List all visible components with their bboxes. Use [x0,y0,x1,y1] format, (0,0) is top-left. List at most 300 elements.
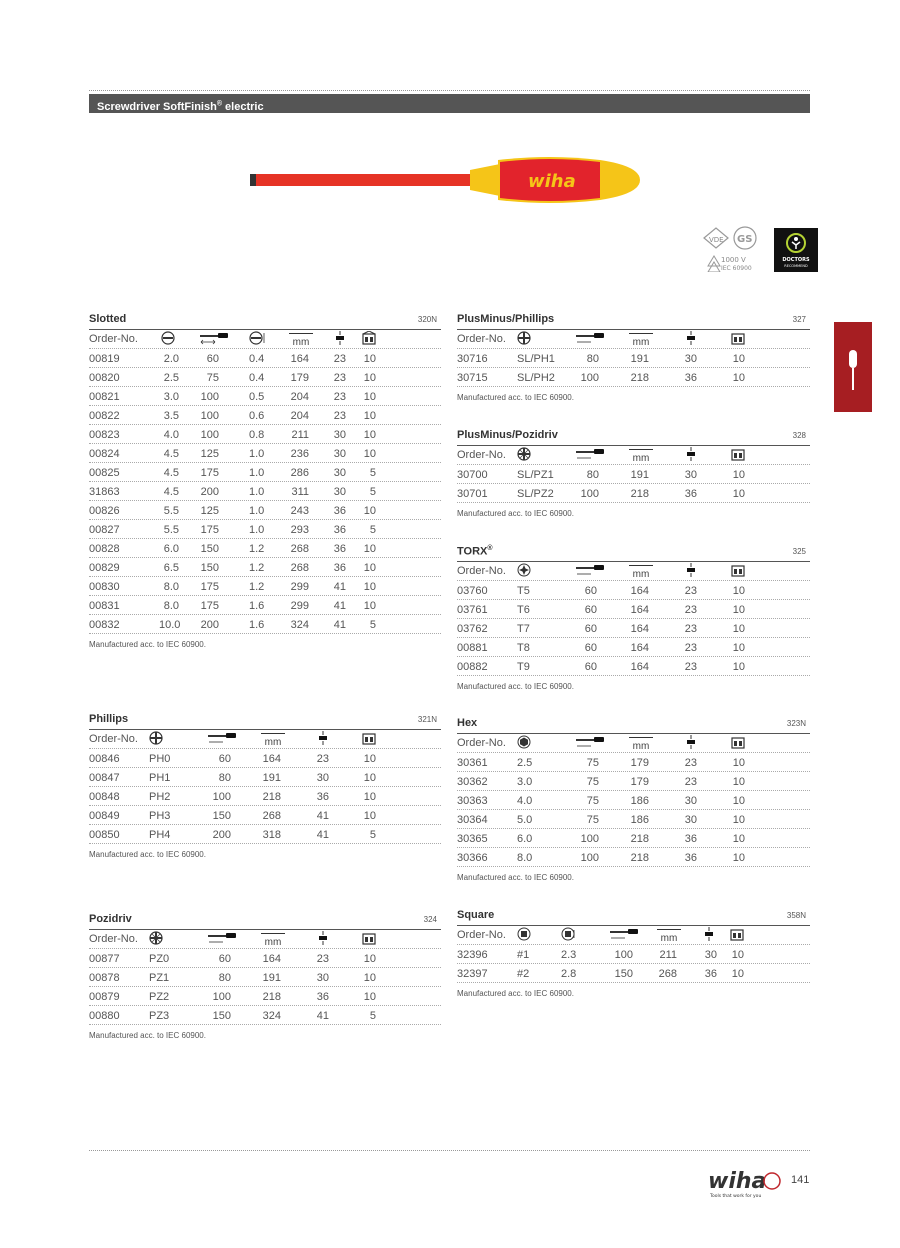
cell: 36 [684,488,697,500]
cell: 10 [732,623,745,635]
overall-length-icon: mm [289,331,313,348]
cell: 10 [363,753,376,765]
cell: 23 [316,753,329,765]
slotted-tip-icon [161,331,175,345]
cell: PZ2 [149,991,170,1003]
cell: 175 [200,467,219,479]
cell: 243 [290,505,309,517]
cell: 8.0 [517,852,533,864]
table-row [89,577,441,596]
package-quantity-icon [731,563,745,577]
cell: 100 [212,991,231,1003]
cell: 218 [630,852,649,864]
order-number: 30363 [457,795,488,807]
cell: 191 [630,353,649,365]
order-number: 00829 [89,562,120,574]
cell: 23 [684,757,697,769]
cell: 211 [659,949,677,961]
cell: T8 [517,642,530,654]
cell: 30 [704,949,717,961]
table-header: Order-No. mm [457,926,810,945]
cell: 3.0 [517,776,533,788]
cell: #1 [517,949,530,961]
cell: 10 [732,757,745,769]
overall-length-icon: mm [629,735,653,752]
order-number: 30700 [457,469,488,481]
header-title: Screwdriver SoftFinish® electric [97,100,264,113]
phillips-tip-icon [149,731,163,745]
cell: #2 [517,968,530,980]
cell: 164 [630,623,649,635]
cell: 2.3 [561,949,577,961]
screwdriver-icon [846,344,860,394]
cell: 293 [290,524,309,536]
cell: 10 [732,852,745,864]
cell: 75 [586,795,599,807]
svg-text:VDE: VDE [709,236,724,244]
cell: 6.5 [163,562,179,574]
blade-length-icon [575,563,605,577]
cell: 4.5 [163,448,179,460]
cell: T6 [517,604,530,616]
cell: 41 [333,600,346,612]
wiha-logo [706,1168,786,1200]
table-row [89,615,441,634]
table-row [89,949,441,968]
order-number: 03762 [457,623,488,635]
cell: 1.0 [249,448,265,460]
cell: 204 [290,410,309,422]
cell: PH0 [149,753,171,765]
cell: 30 [684,795,697,807]
cell: SL/PZ1 [517,469,554,481]
cell: 4.0 [163,429,179,441]
cell: 5 [369,1010,376,1022]
cell: 10 [732,661,745,673]
pozidriv-tip-icon [149,931,163,945]
bottom-divider [89,1150,810,1151]
order-number: 30362 [457,776,488,788]
cell: 10 [363,991,376,1003]
cell: 164 [630,604,649,616]
order-number: 00830 [89,581,120,593]
hex-tip-icon [517,735,531,749]
cell: 75 [206,372,219,384]
table-row [89,1006,441,1025]
cell: 8.0 [163,600,179,612]
section-title: Square [457,909,495,921]
cell: 36 [684,852,697,864]
handle-diameter-icon [317,931,329,945]
square-tip-icon [517,927,531,941]
cell: 5 [369,619,376,631]
cell: 30 [333,486,346,498]
order-number: 00832 [89,619,120,631]
cell: 1.2 [249,581,265,593]
section-code: 321N [417,715,437,724]
blade-length-icon [207,931,237,945]
table-header: Order-No. mm [457,562,810,581]
svg-text:IEC 60900: IEC 60900 [721,265,752,272]
cell: PZ3 [149,1010,170,1022]
cell: 8.0 [163,581,179,593]
cell: 2.5 [517,757,533,769]
cell: 4.0 [517,795,533,807]
cell: 41 [316,810,329,822]
cell: 10 [363,372,376,384]
cell: 0.8 [249,429,265,441]
cell: 60 [584,642,597,654]
cell: 5.5 [163,505,179,517]
order-number: 00831 [89,600,120,612]
cell: 125 [200,448,219,460]
table-row [457,657,810,676]
cell: 179 [630,776,649,788]
cell: 10 [732,488,745,500]
table-row [89,444,441,463]
table-row [89,768,441,787]
cell: 30 [316,772,329,784]
section-slotted [89,311,441,649]
order-number: 00825 [89,467,120,479]
cell: 5.5 [163,524,179,536]
cell: 311 [291,486,309,498]
cell: 100 [200,429,219,441]
cell: 150 [200,543,219,555]
table-header: Order-No. mm [89,930,441,949]
package-quantity-icon [731,331,745,345]
cell: 80 [218,972,231,984]
table-row [457,600,810,619]
cell: 5 [369,829,376,841]
table-header: Order-No. mm [457,734,810,753]
table-row [89,558,441,577]
svg-text:Tools that work for you: Tools that work for you [710,1194,762,1199]
order-number: 00878 [89,972,120,984]
order-number: 00879 [89,991,120,1003]
cell: 191 [630,469,649,481]
table-row [89,349,441,368]
cell: 175 [200,524,219,536]
cell: 200 [212,829,231,841]
cell: 218 [262,791,281,803]
cell: 41 [316,829,329,841]
cell: 10 [731,949,744,961]
cell: 36 [333,505,346,517]
blade-thickness-icon [249,331,265,345]
cell: 6.0 [517,833,533,845]
cell: 1.6 [249,619,265,631]
cell: SL/PH1 [517,353,555,365]
cell: 23 [684,776,697,788]
note: Manufactured acc. to IEC 60900. [457,989,574,998]
package-quantity-icon [362,931,376,945]
cell: 0.4 [249,353,265,365]
note: Manufactured acc. to IEC 60900. [89,850,206,859]
cell: 150 [212,1010,231,1022]
svg-text:wiha: wiha [528,171,576,192]
order-number: 00826 [89,505,120,517]
cell: 204 [290,391,309,403]
package-quantity-icon [730,927,744,941]
cell: 60 [584,661,597,673]
cell: 41 [333,581,346,593]
cell: 30 [333,448,346,460]
cell: 23 [333,353,346,365]
section-code: 358N [786,911,806,920]
cell: 36 [684,372,697,384]
cell: 1.0 [249,505,265,517]
order-number: 30715 [457,372,488,384]
section-title: TORX® [457,545,493,558]
cell: 150 [200,562,219,574]
section-code: 325 [792,547,806,556]
table-row [457,791,810,810]
table-row [89,387,441,406]
table-row [457,848,810,867]
cell: 299 [290,600,309,612]
cell: 2.5 [163,372,179,384]
order-number: 32396 [457,949,488,961]
table-row [89,520,441,539]
cell: 80 [218,772,231,784]
section-header-bar [89,94,810,113]
cell: 75 [586,776,599,788]
table-row [457,368,810,387]
table-row [457,619,810,638]
table-header: Order-No. mm [457,446,810,465]
cell: 1.2 [249,543,265,555]
table-row [89,539,441,558]
table-row [457,753,810,772]
blade-length-icon [199,331,229,345]
torx-tip-icon [517,563,531,577]
cell: 1.2 [249,562,265,574]
handle-diameter-icon [685,331,697,345]
package-quantity-icon [362,331,376,345]
cell: 23 [333,391,346,403]
table-row [89,463,441,482]
order-number: 03760 [457,585,488,597]
cell: 186 [630,814,649,826]
order-number: 30716 [457,353,488,365]
cell: 10 [363,410,376,422]
cell: 268 [262,810,281,822]
cell: 2.8 [561,968,577,980]
cell: SL/PH2 [517,372,555,384]
cell: 60 [218,753,231,765]
handle-diameter-icon [703,927,715,941]
cell: 164 [262,953,281,965]
overall-length-icon: mm [629,447,653,464]
cell: 324 [290,619,309,631]
cell: 10 [363,448,376,460]
cell: 4.5 [163,486,179,498]
cell: PH1 [149,772,171,784]
section-phillips [89,711,441,859]
package-quantity-icon [362,731,376,745]
cell: 23 [684,642,697,654]
cell: 125 [200,505,219,517]
table-row [89,368,441,387]
cell: 36 [333,562,346,574]
note: Manufactured acc. to IEC 60900. [457,873,574,882]
order-number: 00880 [89,1010,120,1022]
cell: 100 [200,391,219,403]
cell: 164 [630,642,649,654]
cell: 75 [586,757,599,769]
section-code: 324 [423,915,437,924]
table-row [457,772,810,791]
section-code: 323N [786,719,806,728]
side-tab [834,322,872,412]
order-number: 00823 [89,429,120,441]
table-row [89,406,441,425]
handle-diameter-icon [685,563,697,577]
cell: 191 [262,772,281,784]
cell: 5 [369,524,376,536]
svg-text:wiha: wiha [708,1169,767,1194]
section-title: Hex [457,717,478,729]
handle-diameter-icon [317,731,329,745]
certifications [700,226,818,277]
order-number: 00877 [89,953,120,965]
cell: 10 [731,968,744,980]
doctors-recommend-badge [774,228,818,272]
table-row [457,349,810,368]
cell: 218 [630,372,649,384]
package-quantity-icon [731,447,745,461]
cell: 10 [363,543,376,555]
cell: 80 [586,469,599,481]
cell: 30 [684,469,697,481]
cell: 60 [584,604,597,616]
order-number: 30701 [457,488,488,500]
cell: 10 [363,429,376,441]
cell: 164 [290,353,309,365]
package-quantity-icon [731,735,745,749]
top-divider [89,90,810,91]
note: Manufactured acc. to IEC 60900. [457,509,574,518]
section-code: 327 [792,315,806,324]
cell: PH2 [149,791,171,803]
cell: 23 [684,585,697,597]
note: Manufactured acc. to IEC 60900. [457,393,574,402]
table-row [457,484,810,503]
cell: 10 [363,562,376,574]
section-title: PlusMinus/Pozidriv [457,429,558,441]
order-number: 00827 [89,524,120,536]
order-number: 00846 [89,753,120,765]
section-code: 328 [792,431,806,440]
cell: 30 [316,972,329,984]
section-title: Slotted [89,313,127,325]
section-title: PlusMinus/Phillips [457,313,555,325]
handle-diameter-icon [334,331,346,345]
cell: 10 [363,972,376,984]
table-row [457,945,810,964]
table-row [89,501,441,520]
cell: 100 [580,372,599,384]
cell: 23 [684,661,697,673]
overall-length-icon: mm [261,731,285,748]
cell: 179 [290,372,309,384]
cell: 60 [584,585,597,597]
order-number: 30364 [457,814,488,826]
square-size-icon [561,927,575,941]
cell: 286 [290,467,309,479]
table-row [89,749,441,768]
overall-length-icon: mm [657,927,681,944]
cell: 218 [630,833,649,845]
order-number: 00824 [89,448,120,460]
cell: 10 [363,600,376,612]
cell: 10.0 [159,619,181,631]
cell: T9 [517,661,530,673]
section-square [457,907,810,998]
cell: 60 [218,953,231,965]
section-code: 320N [417,315,437,324]
cell: 36 [316,991,329,1003]
cell: 10 [363,953,376,965]
cell: 164 [630,661,649,673]
svg-text:RECOMMEND: RECOMMEND [784,264,809,268]
order-number: 00847 [89,772,120,784]
cell: 10 [363,810,376,822]
cell: 5 [369,467,376,479]
cell: PH3 [149,810,171,822]
cell: 5 [369,486,376,498]
cell: 1.0 [249,467,265,479]
cell: 3.0 [163,391,179,403]
order-number: 00820 [89,372,120,384]
table-row [89,806,441,825]
order-number: 00828 [89,543,120,555]
blade-length-icon [575,331,605,345]
table-row [457,810,810,829]
cell: 10 [363,353,376,365]
cell: 41 [316,1010,329,1022]
note: Manufactured acc. to IEC 60900. [89,1031,206,1040]
cell: 0.6 [249,410,265,422]
cell: 41 [333,619,346,631]
cell: 236 [290,448,309,460]
cell: 150 [212,810,231,822]
cell: 3.5 [163,410,179,422]
cell: 164 [262,753,281,765]
cell: 100 [580,852,599,864]
order-number: 00882 [457,661,488,673]
section-title: Phillips [89,713,129,725]
cell: 75 [586,814,599,826]
blade-length-icon [609,927,639,941]
note: Manufactured acc. to IEC 60900. [457,682,574,691]
section-plusminus-pozidriv [457,427,810,518]
cell: 1.0 [249,524,265,536]
cell: 5.0 [517,814,533,826]
section-title: Pozidriv [89,913,132,925]
cell: 200 [200,486,219,498]
cell: 10 [732,585,745,597]
order-number: 30366 [457,852,488,864]
cell: 36 [316,791,329,803]
table-row [457,964,810,983]
cell: 218 [262,991,281,1003]
cell: 268 [658,968,677,980]
overall-length-icon: mm [261,931,285,948]
section-pozidriv [89,911,441,1040]
order-number: 00821 [89,391,120,403]
